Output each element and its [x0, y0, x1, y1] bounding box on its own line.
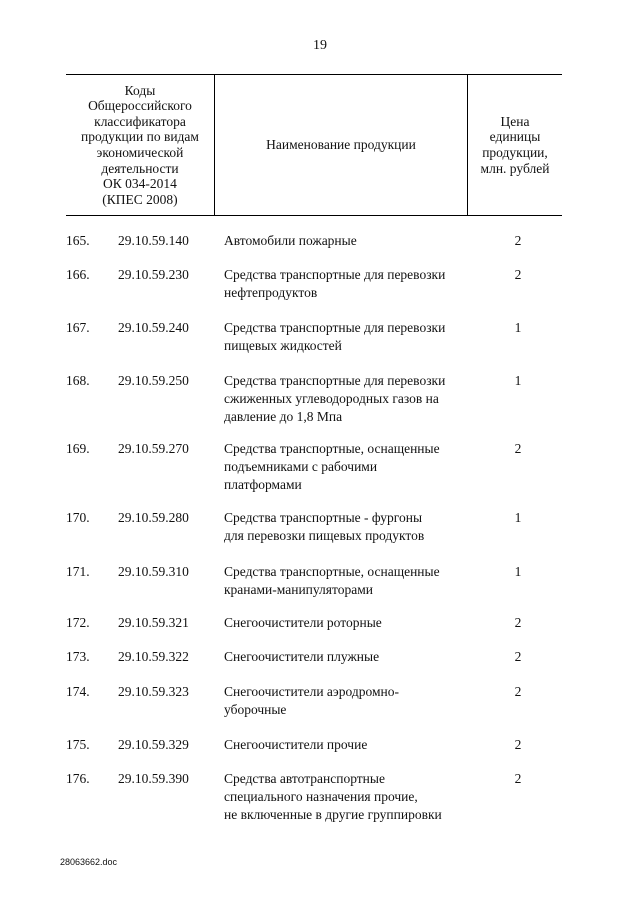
- row-number: 172.: [66, 615, 90, 630]
- header-name: Наименование продукции: [266, 137, 416, 153]
- header-codes: Коды Общероссийского классификатора продукции по видам экономической деятельности ОК 034-2014 (КПЕС 2008): [81, 82, 199, 207]
- row-name: Средства транспортные, оснащенные кранами-манипуляторами: [224, 564, 440, 597]
- row-number: 174.: [66, 684, 90, 699]
- row-price: 2: [514, 267, 522, 282]
- row-name: Средства транспортные для перевозки пищевых жидкостей: [224, 320, 446, 353]
- row-price: 2: [514, 737, 522, 752]
- row-name: Снегоочистители плужные: [224, 649, 380, 664]
- row-price: 2: [514, 441, 522, 456]
- row-name: Средства транспортные для перевозки нефтепродуктов: [224, 267, 446, 300]
- row-code: 29.10.59.280: [118, 510, 189, 525]
- row-number: 165.: [66, 233, 90, 248]
- row-price: 2: [514, 615, 522, 630]
- row-name: Средства транспортные для перевозки сжиженных углеводородных газов на давление до 1,8 Мпа: [224, 373, 446, 424]
- header-price: Цена единицы продукции, млн. рублей: [480, 113, 550, 176]
- row-name: Автомобили пожарные: [224, 233, 357, 248]
- row-code: 29.10.59.230: [118, 267, 189, 282]
- row-name: Средства транспортные - фургоны для перевозки пищевых продуктов: [224, 510, 425, 543]
- row-code: 29.10.59.250: [118, 373, 189, 388]
- row-price: 2: [514, 649, 522, 664]
- row-code: 29.10.59.310: [118, 564, 189, 579]
- row-code: 29.10.59.240: [118, 320, 189, 335]
- row-price: 1: [514, 510, 522, 525]
- row-number: 176.: [66, 771, 90, 786]
- header-price-cell: [468, 75, 562, 215]
- row-name: Средства транспортные, оснащенные подъемниками с рабочими платформами: [224, 441, 440, 492]
- row-number: 171.: [66, 564, 90, 579]
- row-price: 1: [514, 320, 522, 335]
- table-header: [66, 74, 562, 216]
- row-code: 29.10.59.323: [118, 684, 189, 699]
- row-number: 175.: [66, 737, 90, 752]
- row-number: 167.: [66, 320, 90, 335]
- row-name: Снегоочистители роторные: [224, 615, 382, 630]
- footer-filename: 28063662.doc: [60, 857, 118, 867]
- row-number: 166.: [66, 267, 90, 282]
- header-name-cell: [215, 75, 468, 215]
- row-price: 2: [514, 233, 522, 248]
- row-code: 29.10.59.390: [118, 771, 189, 786]
- row-code: 29.10.59.329: [118, 737, 189, 752]
- row-price: 1: [514, 564, 522, 579]
- row-price: 2: [514, 771, 522, 786]
- row-price: 2: [514, 684, 522, 699]
- row-price: 1: [514, 373, 522, 388]
- row-name: Снегоочистители прочие: [224, 737, 368, 752]
- row-code: 29.10.59.270: [118, 441, 189, 456]
- row-number: 169.: [66, 441, 90, 456]
- row-code: 29.10.59.322: [118, 649, 189, 664]
- row-number: 173.: [66, 649, 90, 664]
- row-name: Снегоочистители аэродромно- уборочные: [224, 684, 399, 717]
- row-code: 29.10.59.140: [118, 233, 189, 248]
- page-number: 19: [313, 38, 327, 53]
- row-number: 170.: [66, 510, 90, 525]
- row-code: 29.10.59.321: [118, 615, 189, 630]
- row-number: 168.: [66, 373, 90, 388]
- row-name: Средства автотранспортные специального назначения прочие, не включенные в другие группировки: [224, 771, 442, 822]
- header-codes-cell: [66, 75, 215, 215]
